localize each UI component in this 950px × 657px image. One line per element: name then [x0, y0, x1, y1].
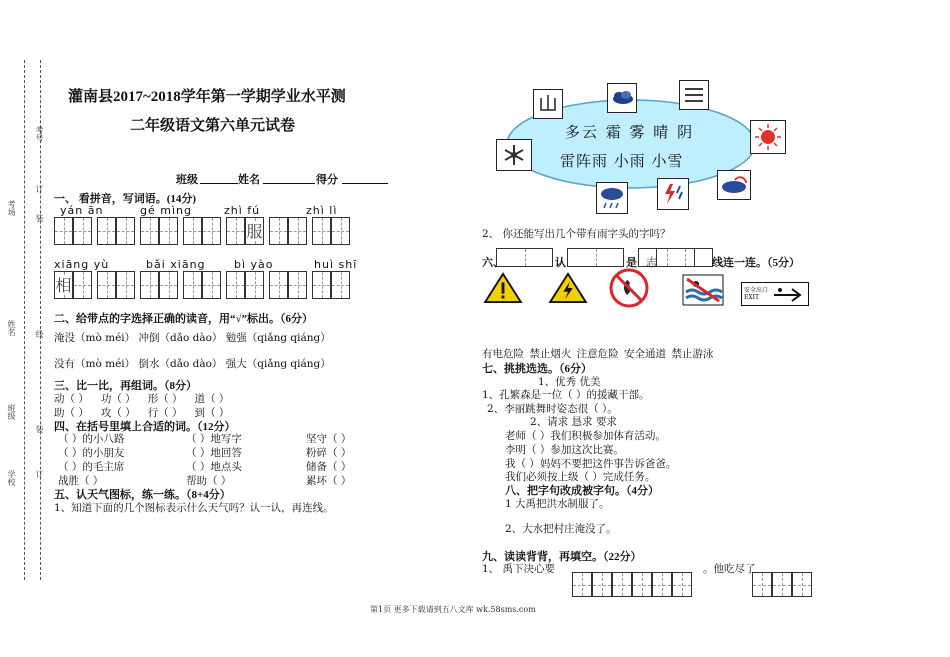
- margin-label-zhuang: 装: [35, 214, 44, 222]
- fill-item[interactable]: （ ）地写字: [186, 433, 242, 445]
- char-cell[interactable]: [572, 572, 592, 597]
- section-6-char-box-2[interactable]: [567, 248, 624, 267]
- char-cell[interactable]: [592, 572, 612, 597]
- margin-label-banji: 班级: [7, 404, 16, 420]
- compare-item[interactable]: 道（ ）: [194, 393, 230, 405]
- fill-item[interactable]: 累坏（ ）: [306, 475, 352, 487]
- char-cell[interactable]: [159, 271, 178, 299]
- score-label: 得分: [316, 174, 338, 186]
- section-6-heading-part-a: 六、: [482, 257, 504, 269]
- section-7-q3[interactable]: 老师（ ）我们积极参加体育活动。: [505, 430, 666, 442]
- pinyin-item: zhì fú: [224, 204, 261, 217]
- section-5-question-1: 1、知道下面的几个图标表示什么天气吗？认一认，再连线。: [54, 502, 334, 514]
- class-label: 班级: [176, 174, 198, 186]
- section-9-q1-suffix: 。他吃尽了: [703, 563, 756, 575]
- compare-item[interactable]: 到（ ）: [194, 407, 230, 419]
- pinyin-item: bǎi xiāng: [146, 258, 206, 271]
- section-8-q1: 1 大禹把洪水制服了。: [505, 498, 610, 510]
- exit-sign-icon[interactable]: [741, 282, 809, 306]
- reading-choice-line-2[interactable]: 没有（mò méi） 倒水（dǎo dào） 强大（qiǎng qiáng）: [54, 358, 331, 370]
- section-9-heading: 九、读读背背，再填空。（22分）: [482, 551, 642, 563]
- char-cell[interactable]: [752, 572, 772, 597]
- section-8-q2: 2、大水把村庄淹没了。: [505, 523, 617, 535]
- char-cell[interactable]: [202, 217, 221, 245]
- compare-item[interactable]: 行（ ）: [147, 407, 183, 419]
- fill-item[interactable]: 坚守（ ）: [306, 433, 352, 445]
- section-8-heading: 八、把字句改成被字句。（4分）: [505, 485, 659, 497]
- pinyin-item: xiāng yù: [54, 258, 110, 271]
- char-cell[interactable]: [269, 217, 288, 245]
- writing-grid-row-1: [54, 217, 350, 245]
- word-box[interactable]: [183, 217, 221, 245]
- char-cell[interactable]: [73, 271, 92, 299]
- pinyin-row-1: [60, 204, 386, 217]
- section-7-options-1: 1、优秀 优美: [538, 376, 601, 388]
- section-5-question-2: 2、 你还能写出几个带有雨字头的字吗？: [482, 228, 671, 240]
- word-box[interactable]: [54, 271, 92, 299]
- fill-item[interactable]: （ ）地点头: [186, 461, 242, 473]
- section-4-heading: 四、在括号里填上合适的词。（12分）: [54, 421, 236, 433]
- section-6-heading-part-d: 志: [646, 257, 657, 269]
- pinyin-item: yán ān: [60, 204, 104, 217]
- char-cell[interactable]: [652, 572, 672, 597]
- rain-icon[interactable]: [596, 182, 628, 214]
- char-cell[interactable]: [226, 271, 245, 299]
- char-cell[interactable]: [672, 572, 692, 597]
- section-6-heading-part-b: 认: [555, 257, 566, 269]
- word-box[interactable]: [97, 271, 135, 299]
- sun-icon[interactable]: [750, 120, 786, 154]
- binding-dash-line-outer: [24, 60, 25, 580]
- char-cell[interactable]: [54, 217, 73, 245]
- char-cell-prefilled: 服: [245, 217, 264, 245]
- section-7-q5[interactable]: 我（ ）妈妈不要把这件事告诉爸爸。: [505, 458, 677, 470]
- section-6-heading-part-c: 是: [626, 257, 637, 269]
- fill-item[interactable]: （ ）的小八路: [58, 433, 125, 445]
- thunder-icon[interactable]: [657, 178, 689, 210]
- page-footer: 第1页 更多下载请到五八文库 wk.58sms.com: [370, 605, 536, 614]
- section-7-q2[interactable]: 2、李丽跳舞时姿态很（ ）。: [487, 403, 618, 415]
- reading-choice-line-1[interactable]: 淹没（mò méi） 冲倒（dǎo dào） 勉强（qiǎng qiáng）: [54, 332, 331, 344]
- margin-label-xuexiao: 学校: [7, 470, 16, 486]
- section-7-options-2: 2、请求 恳求 要求: [530, 416, 617, 428]
- pinyin-item: huì shī: [314, 258, 358, 271]
- pinyin-item: gé mìng: [140, 204, 192, 217]
- section-1-heading: 一、 看拼音，写词语。(14分): [54, 193, 197, 205]
- pinyin-row-2: [54, 258, 394, 271]
- char-cell[interactable]: [772, 572, 792, 597]
- char-cell[interactable]: [116, 271, 135, 299]
- char-cell[interactable]: [612, 572, 632, 597]
- pinyin-item: bì yào: [234, 258, 274, 271]
- compare-row-1: [54, 391, 229, 406]
- char-cell[interactable]: [288, 217, 307, 245]
- char-cell[interactable]: [792, 572, 812, 597]
- char-cell[interactable]: [140, 271, 159, 299]
- char-cell-prefilled: 相: [54, 271, 73, 299]
- char-cell[interactable]: [116, 217, 135, 245]
- mountain-frost-icon[interactable]: [533, 89, 563, 119]
- no-swimming-sign-icon[interactable]: [682, 274, 724, 306]
- section-7-q4[interactable]: 李明（ ）参加这次比赛。: [505, 444, 624, 456]
- word-box[interactable]: [312, 217, 350, 245]
- exam-title: 灌南县2017~2018学年第一学期学业水平测: [68, 89, 346, 105]
- section-6-char-box-4[interactable]: [656, 248, 713, 267]
- electric-hazard-sign-icon[interactable]: [547, 272, 589, 304]
- fill-item[interactable]: 储备（ ）: [306, 461, 352, 473]
- fill-item[interactable]: （ ）的小朋友: [58, 447, 125, 459]
- fill-item[interactable]: 战胜（ ）: [58, 475, 104, 487]
- section-7-heading: 七、挑挑选选。（6分）: [482, 363, 592, 375]
- exit-sign-text: 安全出口 EXIT: [744, 287, 769, 301]
- word-box[interactable]: [312, 271, 350, 299]
- safety-sign-labels: 有电危险 禁止烟火 注意危险 安全通道 禁止游泳: [482, 348, 714, 360]
- score-field[interactable]: [342, 183, 388, 184]
- snowflake-icon[interactable]: [496, 139, 532, 171]
- word-box[interactable]: [140, 217, 178, 245]
- cloudy-icon[interactable]: [607, 83, 637, 113]
- char-cell[interactable]: [97, 271, 116, 299]
- compare-item[interactable]: 形（ ）: [147, 393, 183, 405]
- compare-item[interactable]: 功（ ）: [100, 393, 136, 405]
- margin-label-xingming: 姓名: [7, 320, 16, 336]
- writing-grid-row-2: [54, 271, 350, 299]
- char-cell[interactable]: [312, 271, 331, 299]
- section-9-answer-grid-1: [572, 572, 692, 597]
- char-cell[interactable]: [140, 217, 159, 245]
- section-2-heading: 二、给带点的字选择正确的读音，用“√”标出。（6分）: [54, 313, 314, 325]
- compare-item[interactable]: 攻（ ）: [100, 407, 136, 419]
- margin-label-kaochang: 考场: [7, 200, 16, 216]
- char-cell[interactable]: [159, 217, 178, 245]
- fill-item[interactable]: （ ）地回答: [186, 447, 242, 459]
- pinyin-item: zhì lì: [306, 204, 338, 217]
- margin-label-ding: 订: [35, 185, 44, 193]
- section-6-char-box-1[interactable]: [496, 248, 553, 267]
- word-box[interactable]: [54, 217, 92, 245]
- word-box[interactable]: [226, 217, 264, 245]
- word-box[interactable]: [183, 271, 221, 299]
- caution-sign-icon[interactable]: [482, 272, 524, 304]
- margin-label-zhuang-2: 装: [35, 425, 44, 433]
- char-cell[interactable]: [226, 217, 245, 245]
- name-field[interactable]: [263, 183, 315, 184]
- word-box[interactable]: [97, 217, 135, 245]
- weather-words-top: 多云 霜 雾 晴 阴: [565, 123, 695, 141]
- section-6-heading-part-e: 线连一连。（5分）: [712, 257, 800, 269]
- overcast-icon[interactable]: [717, 170, 751, 200]
- word-box[interactable]: [269, 217, 307, 245]
- section-3-heading: 三、比一比，再组词。（8分）: [54, 380, 197, 392]
- fog-lines-icon[interactable]: [679, 80, 709, 110]
- word-box[interactable]: [269, 271, 307, 299]
- section-7-q1[interactable]: 1、孔繁森是一位（ ）的援藏干部。: [482, 389, 650, 401]
- char-cell[interactable]: [183, 217, 202, 245]
- weather-words-bottom: 雷阵雨 小雨 小雪: [560, 152, 684, 170]
- section-9-q1-prefix: 1、 禹下决心要: [482, 563, 556, 575]
- word-box[interactable]: [140, 271, 178, 299]
- char-cell[interactable]: [202, 271, 221, 299]
- char-cell[interactable]: [269, 271, 288, 299]
- char-cell[interactable]: [183, 271, 202, 299]
- fill-item[interactable]: 帮助（ ）: [186, 475, 232, 487]
- margin-label-xian: 线: [35, 330, 44, 338]
- class-field[interactable]: [200, 183, 238, 184]
- char-cell[interactable]: [312, 217, 331, 245]
- section-7-q6[interactable]: 我们必须按上级（ ）完成任务。: [505, 471, 656, 483]
- exam-subtitle: 二年级语文第六单元试卷: [130, 118, 296, 134]
- section-9-answer-grid-2: [752, 572, 812, 597]
- no-fire-sign-icon[interactable]: [607, 268, 651, 308]
- margin-label-kaohao: 考号: [35, 126, 44, 142]
- fill-item[interactable]: 粉碎（ ）: [306, 447, 352, 459]
- section-5-heading: 五、认天气图标，练一练。（8+4分）: [54, 489, 231, 501]
- char-cell[interactable]: [97, 217, 116, 245]
- char-cell[interactable]: [331, 217, 350, 245]
- char-cell[interactable]: [245, 271, 264, 299]
- compare-item[interactable]: 助（ ）: [54, 407, 89, 419]
- word-box[interactable]: [226, 271, 264, 299]
- name-label: 姓名: [238, 174, 260, 186]
- char-cell[interactable]: [73, 217, 92, 245]
- fill-item[interactable]: （ ）的毛主席: [58, 461, 125, 473]
- char-cell[interactable]: [288, 271, 307, 299]
- char-cell[interactable]: [632, 572, 652, 597]
- compare-item[interactable]: 动（ ）: [54, 393, 89, 405]
- margin-label-ding-2: 订: [35, 470, 44, 478]
- char-cell[interactable]: [331, 271, 350, 299]
